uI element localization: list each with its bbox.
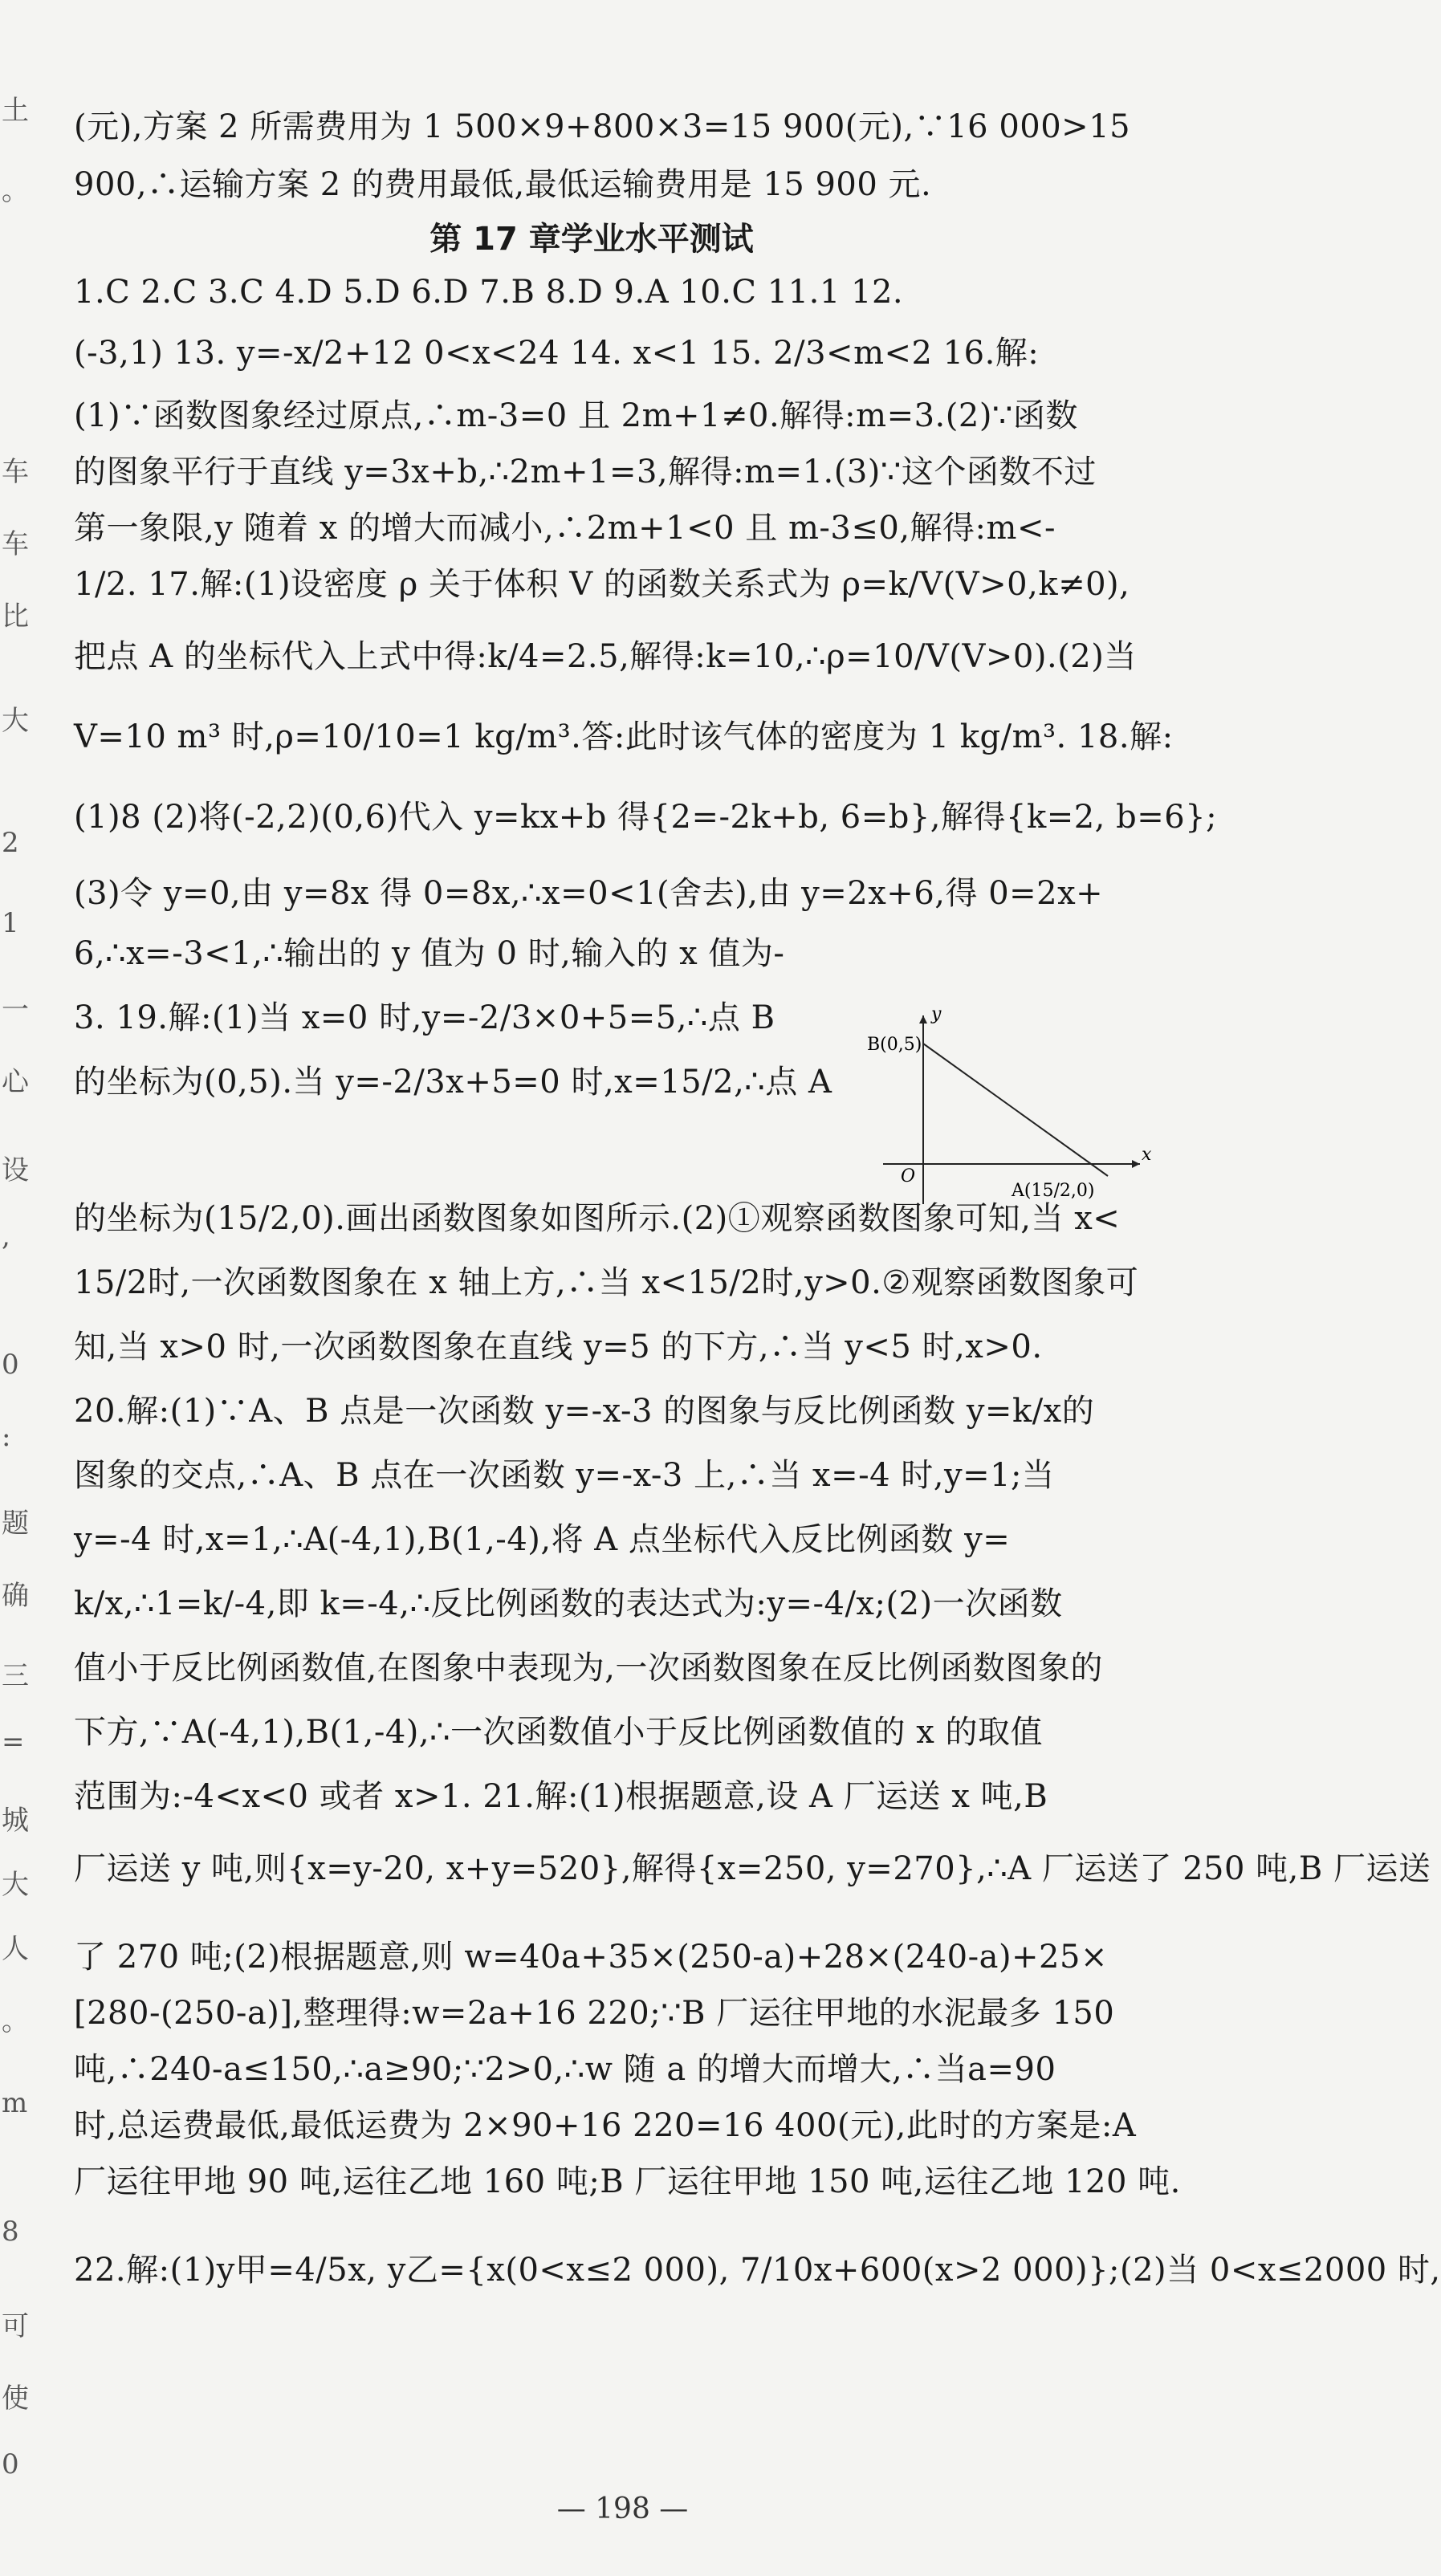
text-line: 20.解:(1)∵A、B 点是一次函数 y=-x-3 的图象与反比例函数 y=k/x的 bbox=[74, 1393, 1095, 1430]
text-line: 了 270 吨;(2)根据题意,则 w=40a+35×(250-a)+28×(240-a)+25× bbox=[74, 1939, 1108, 1976]
margin-char: 使 bbox=[2, 2383, 29, 2415]
text-line: 图象的交点,∴A、B 点在一次函数 y=-x-3 上,∴当 x=-4 时,y=1;当 bbox=[74, 1457, 1055, 1494]
text-line: 1.C 2.C 3.C 4.D 5.D 6.D 7.B 8.D 9.A 10.C 11.1 12. bbox=[74, 274, 904, 311]
x-axis-label: x bbox=[1142, 1145, 1152, 1165]
text-line: [280-(250-a)],整理得:w=2a+16 220;∵B 厂运往甲地的水泥最多 150 bbox=[74, 1995, 1115, 2032]
margin-char: 。 bbox=[2, 175, 29, 207]
margin-char: 0 bbox=[2, 2448, 19, 2480]
text-line: (1)8 (2)将(-2,2)(0,6)代入 y=kx+b 得{2=-2k+b, 6=b},解得{k=2, b=6}; bbox=[74, 799, 1218, 836]
text-line: (1)∵函数图象经过原点,∴m-3=0 且 2m+1≠0.解得:m=3.(2)∵函数 bbox=[74, 397, 1078, 434]
y-axis-arrow bbox=[919, 1015, 927, 1023]
origin-label: O bbox=[901, 1166, 916, 1186]
text-line: 的坐标为(15/2,0).画出函数图象如图所示.(2)①观察函数图象可知,当 x< bbox=[74, 1200, 1121, 1237]
margin-char: 三 bbox=[2, 1660, 29, 1692]
margin-char: 0 bbox=[2, 1349, 19, 1381]
text-line: V=10 m³ 时,ρ=10/10=1 kg/m³.答:此时该气体的密度为 1 kg/m³. 18.解: bbox=[74, 718, 1174, 755]
left-margin-bleed-text bbox=[0, 0, 29, 2576]
text-line: 的坐标为(0,5).当 y=-2/3x+5=0 时,x=15/2,∴点 A bbox=[74, 1064, 832, 1101]
margin-char: 城 bbox=[2, 1805, 29, 1837]
margin-char: 土 bbox=[2, 95, 29, 127]
page-number: — 198 — bbox=[556, 2493, 689, 2525]
margin-char: 人 bbox=[2, 1933, 29, 1965]
margin-char: 设 bbox=[2, 1154, 29, 1186]
margin-char: 确 bbox=[2, 1580, 29, 1612]
text-line: y=-4 时,x=1,∴A(-4,1),B(1,-4),将 A 点坐标代入反比例函数 y= bbox=[74, 1521, 1011, 1558]
margin-char: 心 bbox=[2, 1066, 29, 1098]
text-line: 1/2. 17.解:(1)设密度 ρ 关于体积 V 的函数关系式为 ρ=k/V(V>0,k≠0), bbox=[74, 566, 1130, 603]
margin-char: 车 bbox=[2, 528, 29, 560]
margin-char: m bbox=[2, 2087, 28, 2119]
text-line: 15/2时,一次函数图象在 x 轴上方,∴当 x<15/2时,y>0.②观察函数图象可 bbox=[74, 1264, 1139, 1301]
margin-char: : bbox=[2, 1421, 11, 1453]
margin-char: 大 bbox=[2, 705, 29, 737]
text-line: 把点 A 的坐标代入上式中得:k/4=2.5,解得:k=10,∴ρ=10/V(V>0).(2)当 bbox=[74, 638, 1137, 675]
point-a-label: A(15/2,0) bbox=[1012, 1181, 1095, 1201]
text-line: 的图象平行于直线 y=3x+b,∴2m+1=3,解得:m=1.(3)∵这个函数不过 bbox=[74, 454, 1097, 490]
text-line: 6,∴x=-3<1,∴输出的 y 值为 0 时,输入的 x 值为- bbox=[74, 935, 785, 972]
x-axis-arrow bbox=[1132, 1160, 1140, 1168]
text-line: 时,总运费最低,最低运费为 2×90+16 220=16 400(元),此时的方案是:A bbox=[74, 2107, 1137, 2144]
margin-char: 8 bbox=[2, 2216, 19, 2248]
text-line: 知,当 x>0 时,一次函数图象在直线 y=5 的下方,∴当 y<5 时,x>0. bbox=[74, 1329, 1043, 1365]
text-line: 下方,∵A(-4,1),B(1,-4),∴一次函数值小于反比例函数值的 x 的取值 bbox=[74, 1714, 1044, 1751]
margin-char: 车 bbox=[2, 456, 29, 488]
margin-char: 比 bbox=[2, 600, 29, 633]
text-line: k/x,∴1=k/-4,即 k=-4,∴反比例函数的表达式为:y=-4/x;(2)一次函数 bbox=[74, 1585, 1063, 1622]
point-b-label: B(0,5) bbox=[867, 1035, 922, 1055]
text-line: 吨,∴240-a≤150,∴a≥90;∵2>0,∴w 随 a 的增大而增大,∴当a=90 bbox=[74, 2051, 1056, 2088]
margin-char: 。 bbox=[2, 2005, 29, 2037]
text-line: 3. 19.解:(1)当 x=0 时,y=-2/3×0+5=5,∴点 B bbox=[74, 999, 775, 1036]
text-line: (3)令 y=0,由 y=8x 得 0=8x,∴x=0<1(舍去),由 y=2x+6,得 0=2x+ bbox=[74, 875, 1104, 912]
text-line: 厂运送 y 吨,则{x=y-20, x+y=520},解得{x=250, y=270},∴A 厂运送了 250 吨,B 厂运送 bbox=[74, 1850, 1431, 1887]
margin-char: = bbox=[2, 1726, 25, 1758]
margin-char: 1 bbox=[2, 907, 19, 939]
margin-char: 题 bbox=[2, 1508, 29, 1540]
text-line: (元),方案 2 所需费用为 1 500×9+800×3=15 900(元),∵16 000>15 bbox=[74, 108, 1131, 145]
text-line: (-3,1) 13. y=-x/2+12 0<x<24 14. x<1 15. 2/3<m<2 16.解: bbox=[74, 335, 1040, 372]
margin-char: 2 bbox=[2, 827, 19, 859]
text-line: 范围为:-4<x<0 或者 x>1. 21.解:(1)根据题意,设 A 厂运送 x 吨,B bbox=[74, 1778, 1048, 1815]
text-line: 22.解:(1)y甲=4/5x, y乙={x(0<x≤2 000), 7/10x+600(x>2 000)};(2)当 0<x≤2000 时, bbox=[74, 2252, 1441, 2289]
text-line: 值小于反比例函数值,在图象中表现为,一次函数图象在反比例函数图象的 bbox=[74, 1650, 1103, 1687]
margin-char: , bbox=[2, 1220, 10, 1252]
text-line: 厂运往甲地 90 吨,运往乙地 160 吨;B 厂运往甲地 150 吨,运往乙地 120 吨. bbox=[74, 2163, 1181, 2200]
y-axis-label: y bbox=[931, 1004, 942, 1024]
function-line bbox=[923, 1044, 1108, 1176]
text-line: 第一象限,y 随着 x 的增大而减小,∴2m+1<0 且 m-3≤0,解得:m<- bbox=[74, 510, 1056, 547]
margin-char: 大 bbox=[2, 1869, 29, 1901]
margin-char: 可 bbox=[2, 2310, 29, 2342]
margin-char: 一 bbox=[2, 994, 29, 1026]
section-title: 第 17 章学业水平测试 bbox=[429, 221, 754, 258]
text-line: 900,∴运输方案 2 的费用最低,最低运输费用是 15 900 元. bbox=[74, 166, 932, 203]
function-graph bbox=[867, 1003, 1156, 1212]
